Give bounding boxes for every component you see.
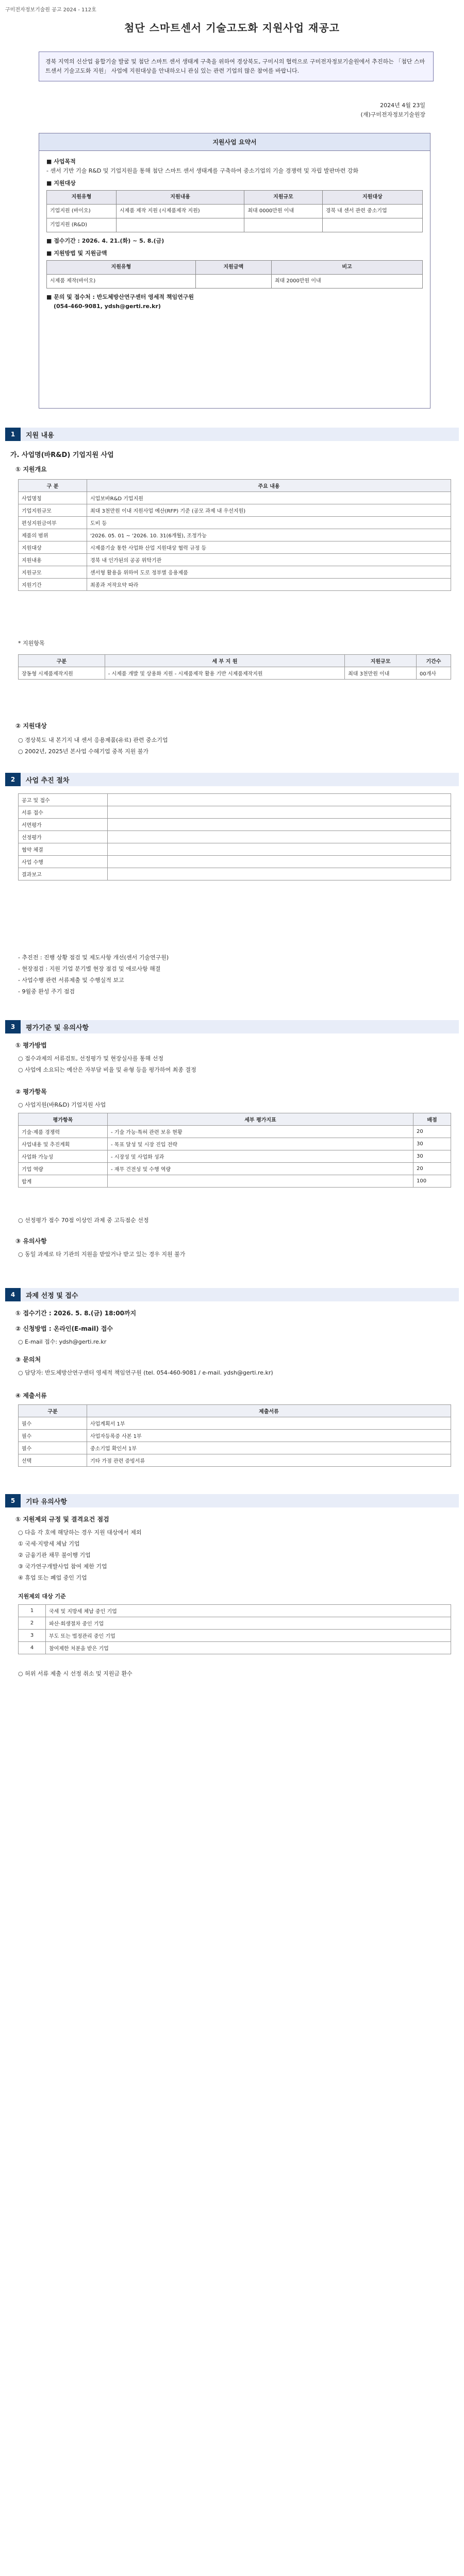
td [108,843,451,856]
section-number: 2 [5,773,21,786]
td: 최대 2000만원 이내 [271,275,422,289]
td: '2026. 05. 01 ~ '2026. 10. 31(6개월), 조정가능 [87,529,451,541]
td: 4 [19,1642,46,1654]
caution-text: ○ 동일 과제로 타 기관의 지원을 받았거나 받고 있는 경우 지원 불가 [18,1251,186,1258]
summary-header: 지원사업 요약서 [39,133,430,151]
th: 구 분 [19,480,87,492]
process-note-1: - 추진전 : 진행 상황 점검 및 제도사항 개선(센서 기술연구원) [18,954,169,961]
td: - 목표 달성 및 시장 진입 전략 [108,1138,413,1150]
subsection-title: 가. 사업명(바R&D) 기업지원 사업 [10,451,114,459]
td: 합계 [19,1175,108,1188]
td: 중소기업 확인서 1부 [87,1442,451,1454]
td: 부도 또는 법정관리 중인 기업 [46,1630,451,1642]
th: 구분 [19,655,105,667]
process-note-4: - 9월중 완성 주기 점검 [18,988,75,995]
section-label: 평가기준 및 유의사항 [21,1020,459,1033]
section-bar-2 [5,773,459,786]
td: 경북 내 센서 관련 중소기업 [322,205,422,218]
eval-text1: ○ 접수과제의 서류검토, 선정평가 및 현장실사를 통해 선정 [18,1055,163,1062]
td: 사업계획서 1부 [87,1417,451,1430]
process-table [18,793,451,880]
td: - 재무 건전성 및 수행 역량 [108,1163,413,1175]
docs-title: ④ 제출서류 [15,1392,47,1399]
td: 협약 체결 [19,843,108,856]
th: 지원내용 [116,191,244,205]
support-item-table [18,654,451,680]
th: 세 부 지 원 [105,655,344,667]
etc-item-2: ② 금융기관 채무 불이행 기업 [18,1552,91,1558]
method-title: ② 신청방법 : 온라인(E-mail) 접수 [15,1325,113,1332]
td: - 시제품 개발 및 상용화 지원 - 시제품제작 활용 기반 시제품제작지원 [105,667,344,680]
td: 30 [413,1138,451,1150]
etc-table-title: 지원제외 대상 기준 [18,1593,66,1600]
td: 00개사 [416,667,451,680]
summary-body [39,151,430,317]
notice-number: 구미전자정보기술원 공고 2024 - 112호 [5,7,96,13]
td: 지원대상 [19,541,87,554]
td: 지원기간 [19,579,87,591]
deadline: ① 접수기간 : 2026. 5. 8.(금) 18:00까지 [15,1310,137,1317]
section-number: 1 [5,428,21,441]
td: 30 [413,1150,451,1163]
summary-period: ■ 접수기간 : 2026. 4. 21.(화) ~ 5. 8.(금) [46,238,164,244]
th: 기간수 [416,655,451,667]
td: 도비 등 [87,517,451,529]
criteria-sub: ○ 사업지원(바R&D) 기업지원 사업 [18,1101,106,1108]
overview-table [18,479,451,591]
th: 지원규모 [345,655,417,667]
etc-title: ① 지원제외 규정 및 결격요건 점검 [15,1516,109,1523]
docs-table [18,1404,451,1467]
summary-method-title: ■ 지원방법 및 지원금액 [46,250,107,257]
td: 선정평가 [19,831,108,843]
th: 지원유형 [47,261,196,275]
td: 파산·회생절차 중인 기업 [46,1617,451,1630]
td: 100 [413,1175,451,1188]
td: - 기술 가능·특허 관련 보유 현황 [108,1126,413,1138]
date-block [361,101,425,120]
td: 사업 수행 [19,856,108,868]
section-number: 5 [5,1494,21,1507]
td: 기업지원규모 [19,504,87,517]
th: 제출서류 [87,1405,451,1417]
td: 최대 3천만원 이내 지원사업 예산(RFP) 기준 (공모 과제 내 우선지원) [87,504,451,517]
td: 시제품 제작 지원 (시제품제작 지원) [116,205,244,218]
etc-item-3: ③ 국가연구개발사업 참여 제한 기업 [18,1563,107,1570]
section-bar-4 [5,1288,459,1301]
page-title: 첨단 스마트센서 기술고도화 지원사업 재공고 [124,22,340,34]
td: 사업명칭 [19,492,87,504]
etc-table [18,1604,451,1654]
th: 지원대상 [322,191,422,205]
td [116,218,244,232]
td [108,819,451,831]
section-number: 4 [5,1288,21,1301]
intro-box: 경북 지역의 신산업 융합기술 발굴 및 첨단 스마트 센서 생태계 구축을 위하여 경상북도, 구미시의 협력으로 구미전자정보기술원에서 추진하는 「첨단 스마트센서 기술고도화 지원」 사업에 지원대상을 안내하오니 관심 있는 관련 기업의 많은 참여를 바랍니다. [39,52,434,81]
td: 기업지원 (R&D) [47,218,117,232]
summary-box [39,133,430,409]
section-number: 3 [5,1020,21,1033]
td: 시업보바R&D 기업지원 [87,492,451,504]
td: 필수 [19,1417,87,1430]
td: 센서형 활용을 위하여 도로 정부별 응용제품 [87,566,451,579]
criteria-title: ② 평가항목 [15,1088,47,1095]
td: 결과보고 [19,868,108,880]
summary-support-table [46,190,423,232]
date: 2024년 4월 23일 [380,102,425,109]
summary-method-table [46,260,423,289]
td: 국세 및 지방세 체납 중인 기업 [46,1605,451,1617]
td: 최대 3천만원 이내 [345,667,417,680]
etc-text1: ○ 다음 각 호에 해당하는 경우 지원 대상에서 제외 [18,1529,142,1536]
td [108,831,451,843]
td: 지원규모 [19,566,87,579]
td: 20 [413,1126,451,1138]
td: 제품의 범위 [19,529,87,541]
td: 기타 가점 관련 증빙서류 [87,1454,451,1467]
etc-item-4: ④ 휴업 또는 폐업 중인 기업 [18,1574,87,1581]
section-bar-1 [5,428,459,441]
support-target-text2: ○ 2002년, 2025년 본사업 수혜기업 중복 지원 불가 [18,748,148,755]
td: 경북 내 인가된의 공공 위탁기관 [87,554,451,566]
support-target-title: ② 지원대상 [15,722,47,730]
summary-phone: (054-460-9081, ydsh@gerti.re.kr) [54,303,161,310]
caution-title: ③ 유의사항 [15,1238,47,1245]
process-note-2: - 현장점검 : 지원 기업 분기별 현장 점검 및 애로사항 해결 [18,965,161,972]
process-note-3: - 사업수행 관련 서류제출 및 수행실적 보고 [18,977,124,984]
td: 사업내용 및 추진계획 [19,1138,108,1150]
section-bar-3 [5,1020,459,1033]
td: 최종과 저작요약 따라 [87,579,451,591]
eval-text2: ○ 사업에 소요되는 예산은 자부담 비율 및 유형 등을 평가하여 최종 결정 [18,1066,196,1073]
th: 구분 [19,1405,87,1417]
td: 2 [19,1617,46,1630]
etc-footer-note: ○ 허위 서류 제출 시 선정 취소 및 지원금 환수 [18,1670,132,1677]
summary-overview-text: - 센서 기반 기술 R&D 및 기업지원을 통해 첨단 스마트 센서 생태계를 구축하여 중소기업의 기술 경쟁력 및 자립 발판마련 강화 [46,167,359,174]
section-label: 지원 내용 [21,428,459,441]
td: 기업지원 (바이오) [47,205,117,218]
overview-note: * 지원항목 [18,640,45,647]
support-target-text1: ○ 경상북도 내 본기지 내 센서 응용제품(유료) 관련 중소기업 [18,737,168,743]
td: 서류 접수 [19,806,108,819]
td [322,218,422,232]
th: 지원규모 [244,191,322,205]
th: 지원금액 [195,261,271,275]
td: 참여제한 처분을 받은 기업 [46,1642,451,1654]
th: 세부 평가지표 [108,1113,413,1126]
eval-note: ○ 선정평가 점수 70점 이상인 과제 중 고득점순 선정 [18,1217,149,1224]
summary-inquiry: ■ 문의 및 접수처 : 반도체방산연구센터 영세적 책임연구원 [46,294,194,300]
summary-overview-title: ■ 사업목적 [46,158,76,165]
td: 최대 0000만원 이내 [244,205,322,218]
td: 서면평가 [19,819,108,831]
td: 선택 [19,1454,87,1467]
th: 지원유형 [47,191,117,205]
td: 지원내용 [19,554,87,566]
subsection-overview: ① 지원개요 [15,466,47,473]
td [108,806,451,819]
section-bar-5 [5,1494,459,1507]
section-label: 과제 선정 및 접수 [21,1288,459,1301]
td: 기업 역량 [19,1163,108,1175]
td: - 시장성 및 사업화 성과 [108,1150,413,1163]
td: 20 [413,1163,451,1175]
td: 필수 [19,1442,87,1454]
td [195,275,271,289]
td: 장동형 시제품제작지원 [19,667,105,680]
td: 사업화 가능성 [19,1150,108,1163]
contact-text: ○ 담당자: 반도체방산연구센터 영세적 책임연구원 (tel. 054-460-9081 / e-mail. ydsh@gerti.re.kr) [18,1369,273,1376]
td: 편성지원금여부 [19,517,87,529]
td: 시제품기술 통한 사업화 산업 지원대상 협력 규정 등 [87,541,451,554]
contact-title: ③ 문의처 [15,1356,41,1363]
etc-item-1: ① 국세·지방세 체납 기업 [18,1540,80,1547]
td: 시제품 제작(바이오) [47,275,196,289]
organization: (재)구미전자정보기술원장 [360,111,425,118]
td: 3 [19,1630,46,1642]
th: 배점 [413,1113,451,1126]
td [108,868,451,880]
th: 비고 [271,261,422,275]
td: 사업자등록증 사본 1부 [87,1430,451,1442]
th: 주요 내용 [87,480,451,492]
section-label: 기타 유의사항 [21,1494,459,1507]
td [244,218,322,232]
td: 공고 및 접수 [19,794,108,806]
td [108,794,451,806]
summary-support-title: ■ 지원대상 [46,180,76,187]
td: 기술·제품 경쟁력 [19,1126,108,1138]
criteria-table [18,1113,451,1188]
td: 필수 [19,1430,87,1442]
td: 1 [19,1605,46,1617]
td [108,856,451,868]
method-text: ○ E-mail 접수: ydsh@gerti.re.kr [18,1338,107,1345]
section-label: 사업 추진 절차 [21,773,459,786]
th: 평가항목 [19,1113,108,1126]
td [108,1175,413,1188]
eval-title: ① 평가방법 [15,1042,47,1049]
